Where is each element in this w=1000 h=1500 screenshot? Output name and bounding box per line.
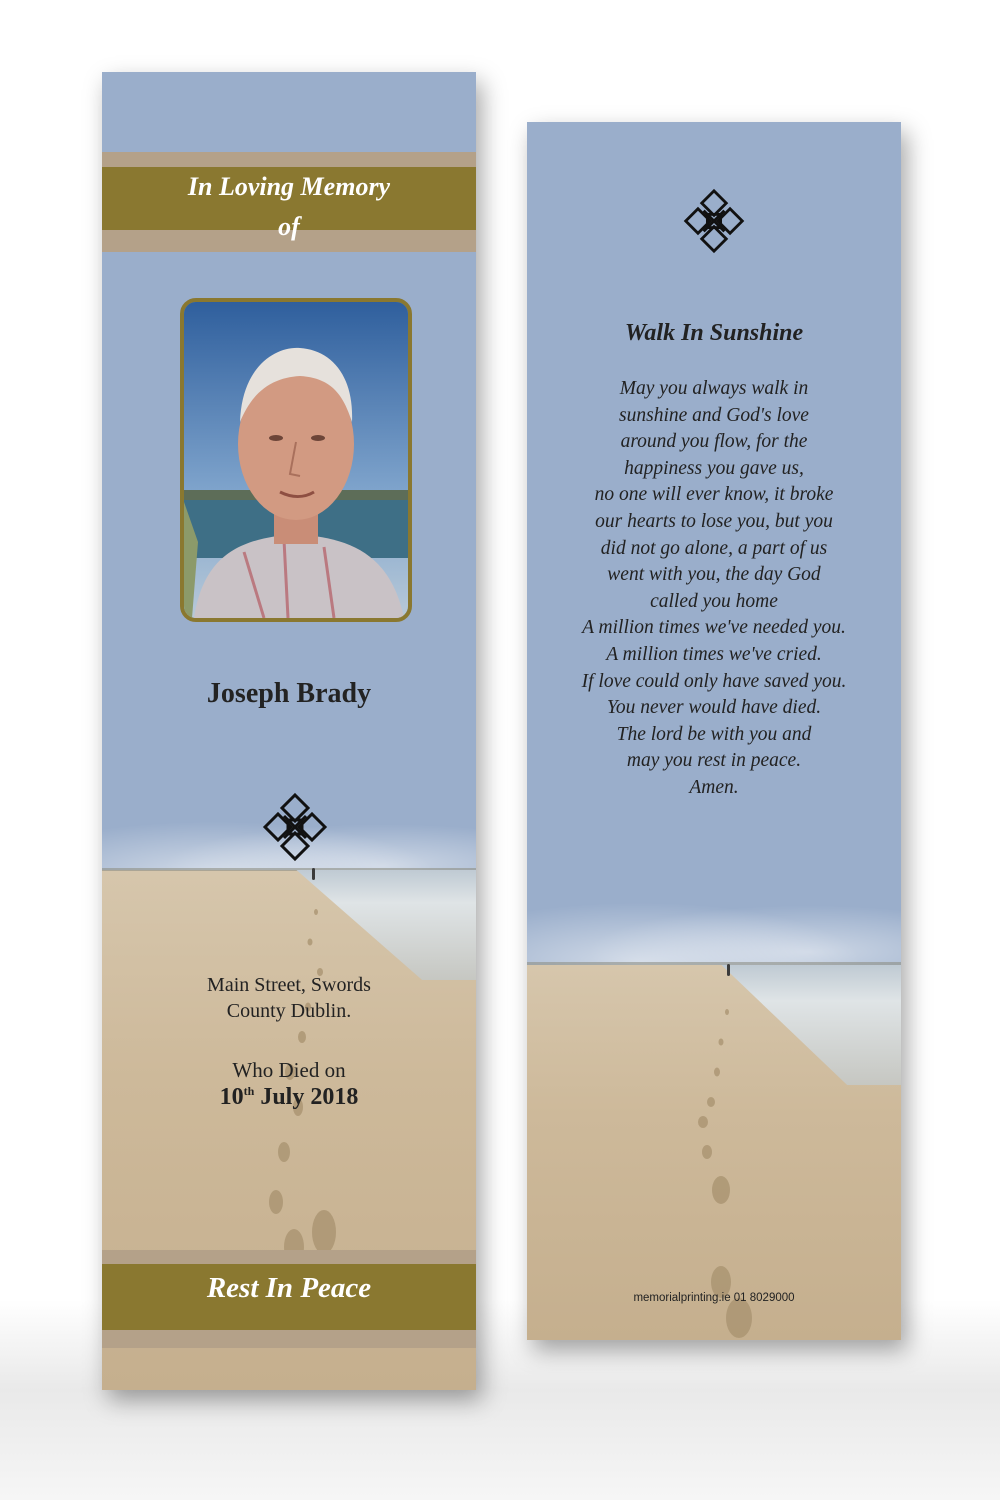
poem-line: If love could only have saved you. bbox=[581, 670, 847, 692]
poem-line: A million times we've cried. bbox=[606, 643, 822, 665]
portrait-photo bbox=[180, 298, 412, 622]
address-line-1: Main Street, Swords bbox=[207, 974, 371, 996]
poem-line: Amen. bbox=[689, 776, 739, 798]
printer-credit: memorialprinting.ie 01 8029000 bbox=[633, 1292, 795, 1304]
rest-in-peace: Rest In Peace bbox=[206, 1272, 372, 1304]
address-line-2: County Dublin. bbox=[226, 1000, 352, 1022]
header-subtitle: of bbox=[278, 212, 300, 241]
poem bbox=[527, 376, 901, 802]
header-title: In Loving Memory bbox=[187, 172, 391, 201]
bookmark-back bbox=[527, 122, 901, 1340]
poem-line: called you home bbox=[650, 590, 778, 612]
poem-line: went with you, the day God bbox=[607, 564, 821, 586]
poem-line: around you flow, for the bbox=[620, 431, 808, 453]
footer-band-bottom bbox=[102, 1330, 476, 1348]
date-suffix: th bbox=[243, 1084, 255, 1098]
celtic-cross-icon bbox=[262, 792, 328, 866]
poem-line: may you rest in peace. bbox=[626, 750, 802, 772]
poem-line: You never would have died. bbox=[606, 697, 822, 719]
bookmark-front bbox=[102, 72, 476, 1390]
died-label: Who Died on bbox=[232, 1058, 346, 1082]
deceased-name: Joseph Brady bbox=[206, 678, 372, 709]
poem-line: A million times we've needed you. bbox=[582, 617, 846, 639]
footprints bbox=[102, 72, 476, 1390]
poem-title: Walk In Sunshine bbox=[624, 320, 804, 346]
date-of-death bbox=[102, 1084, 476, 1111]
celtic-cross-icon bbox=[681, 188, 747, 258]
poem-line: happiness you gave us, bbox=[624, 457, 804, 479]
date-month-year: July 2018 bbox=[260, 1084, 359, 1110]
poem-line: our hearts to lose you, but you bbox=[595, 510, 833, 532]
poem-line: no one will ever know, it broke bbox=[594, 484, 834, 506]
poem-line: The lord be with you and bbox=[616, 723, 812, 745]
date-day: 10 bbox=[219, 1084, 244, 1110]
poem-line: sunshine and God's love bbox=[619, 404, 809, 426]
poem-line: did not go alone, a part of us bbox=[600, 537, 828, 559]
poem-line: May you always walk in bbox=[619, 378, 809, 399]
